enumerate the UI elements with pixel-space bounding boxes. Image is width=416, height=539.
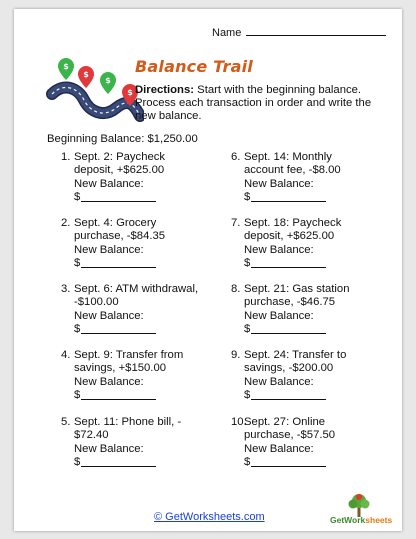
item-number: 5. (61, 416, 71, 428)
name-field-row (212, 26, 386, 39)
new-balance-label: New Balance: (74, 243, 144, 256)
answer-row (244, 257, 379, 270)
new-balance-label: New Balance: (244, 375, 314, 388)
dollar-sign: $ (74, 456, 81, 469)
answer-row (74, 257, 209, 270)
new-balance-label: New Balance: (74, 177, 144, 190)
item-line-1: Sept. 2: Paycheck (74, 151, 166, 163)
item-number: 10. (231, 416, 247, 428)
green-pin-icon (100, 72, 116, 94)
answer-row (244, 323, 379, 336)
directions-text: Start with the beginning balance. Process each transaction in order and write the new balance. (135, 84, 372, 122)
road-map-illustration (44, 56, 144, 126)
item-line-1: Sept. 11: Phone bill, - (74, 416, 182, 428)
dollar-sign: $ (74, 389, 81, 402)
answer-row (74, 456, 209, 469)
answer-row (244, 191, 379, 204)
brand-logo (330, 493, 393, 529)
green-pin-icon (58, 58, 74, 80)
item-line-1: Sept. 27: Online (244, 416, 326, 428)
svg-text:$: $ (83, 70, 89, 79)
answer-blank[interactable] (251, 323, 326, 334)
item-number: 9. (231, 349, 241, 361)
answer-blank[interactable] (251, 191, 326, 202)
new-balance-label: New Balance: (244, 177, 314, 190)
directions-block (135, 84, 385, 123)
beginning-balance: Beginning Balance: $1,250.00 (47, 133, 198, 145)
item-number: 4. (61, 349, 71, 361)
item-line-1: Sept. 4: Grocery (74, 217, 157, 229)
item-line-1: Sept. 24: Transfer to (244, 349, 347, 361)
item-line-1: Sept. 18: Paycheck (244, 217, 342, 229)
item-line-2: savings, +$150.00 (74, 362, 167, 375)
item-number: 7. (231, 217, 241, 229)
footer-link[interactable]: © GetWorksheets.com (154, 511, 265, 523)
item-number: 2. (61, 217, 71, 229)
brand-wordmark (330, 515, 392, 525)
name-blank-line[interactable] (246, 26, 386, 36)
item-line-2: purchase, -$84.35 (74, 230, 166, 243)
dollar-sign: $ (74, 191, 81, 204)
new-balance-label: New Balance: (74, 309, 144, 322)
item-number: 6. (231, 151, 241, 163)
new-balance-label: New Balance: (244, 442, 314, 455)
answer-blank[interactable] (81, 456, 156, 467)
red-pin-icon (78, 66, 94, 88)
item-number: 8. (231, 283, 241, 295)
item-line-2: account fee, -$8.00 (244, 164, 341, 177)
worksheet-title: Balance Trail (135, 57, 253, 76)
item-line-2: $72.40 (74, 429, 109, 442)
item-number: 3. (61, 283, 71, 295)
item-line-1: Sept. 6: ATM withdrawal, (74, 283, 199, 295)
item-line-1: Sept. 14: Monthly (244, 151, 332, 163)
new-balance-label: New Balance: (244, 243, 314, 256)
item-line-1: Sept. 9: Transfer from (74, 349, 184, 361)
answer-blank[interactable] (81, 257, 156, 268)
dollar-sign: $ (74, 257, 81, 270)
svg-text:$: $ (105, 76, 111, 85)
answer-row (74, 389, 209, 402)
dollar-sign: $ (244, 257, 251, 270)
new-balance-label: New Balance: (74, 442, 144, 455)
name-label: Name (212, 27, 242, 39)
item-line-1: Sept. 21: Gas station (244, 283, 350, 295)
answer-row (244, 456, 379, 469)
item-line-2: savings, -$200.00 (244, 362, 334, 375)
dollar-sign: $ (244, 456, 251, 469)
answer-blank[interactable] (81, 323, 156, 334)
directions-label: Directions: (135, 84, 195, 96)
answer-blank[interactable] (251, 257, 326, 268)
answer-blank[interactable] (251, 456, 326, 467)
answer-row (74, 323, 209, 336)
svg-text:$: $ (63, 62, 69, 71)
item-number: 1. (61, 151, 71, 163)
answer-blank[interactable] (251, 389, 326, 400)
brand-part-2: sheets (365, 515, 393, 525)
new-balance-label: New Balance: (244, 309, 314, 322)
answer-blank[interactable] (81, 389, 156, 400)
svg-text:$: $ (127, 88, 133, 97)
item-line-2: deposit, +$625.00 (244, 230, 335, 243)
answer-blank[interactable] (81, 191, 156, 202)
dollar-sign: $ (244, 389, 251, 402)
tree-icon (344, 493, 374, 517)
dollar-sign: $ (74, 323, 81, 336)
item-line-2: purchase, -$57.50 (244, 429, 336, 442)
answer-row (244, 389, 379, 402)
worksheet-page (14, 9, 402, 531)
item-line-2: -$100.00 (74, 296, 119, 309)
new-balance-label: New Balance: (74, 375, 144, 388)
item-line-2: purchase, -$46.75 (244, 296, 336, 309)
dollar-sign: $ (244, 323, 251, 336)
answer-row (74, 191, 209, 204)
brand-part-1: GetWork (330, 515, 366, 525)
dollar-sign: $ (244, 191, 251, 204)
item-line-2: deposit, +$625.00 (74, 164, 165, 177)
